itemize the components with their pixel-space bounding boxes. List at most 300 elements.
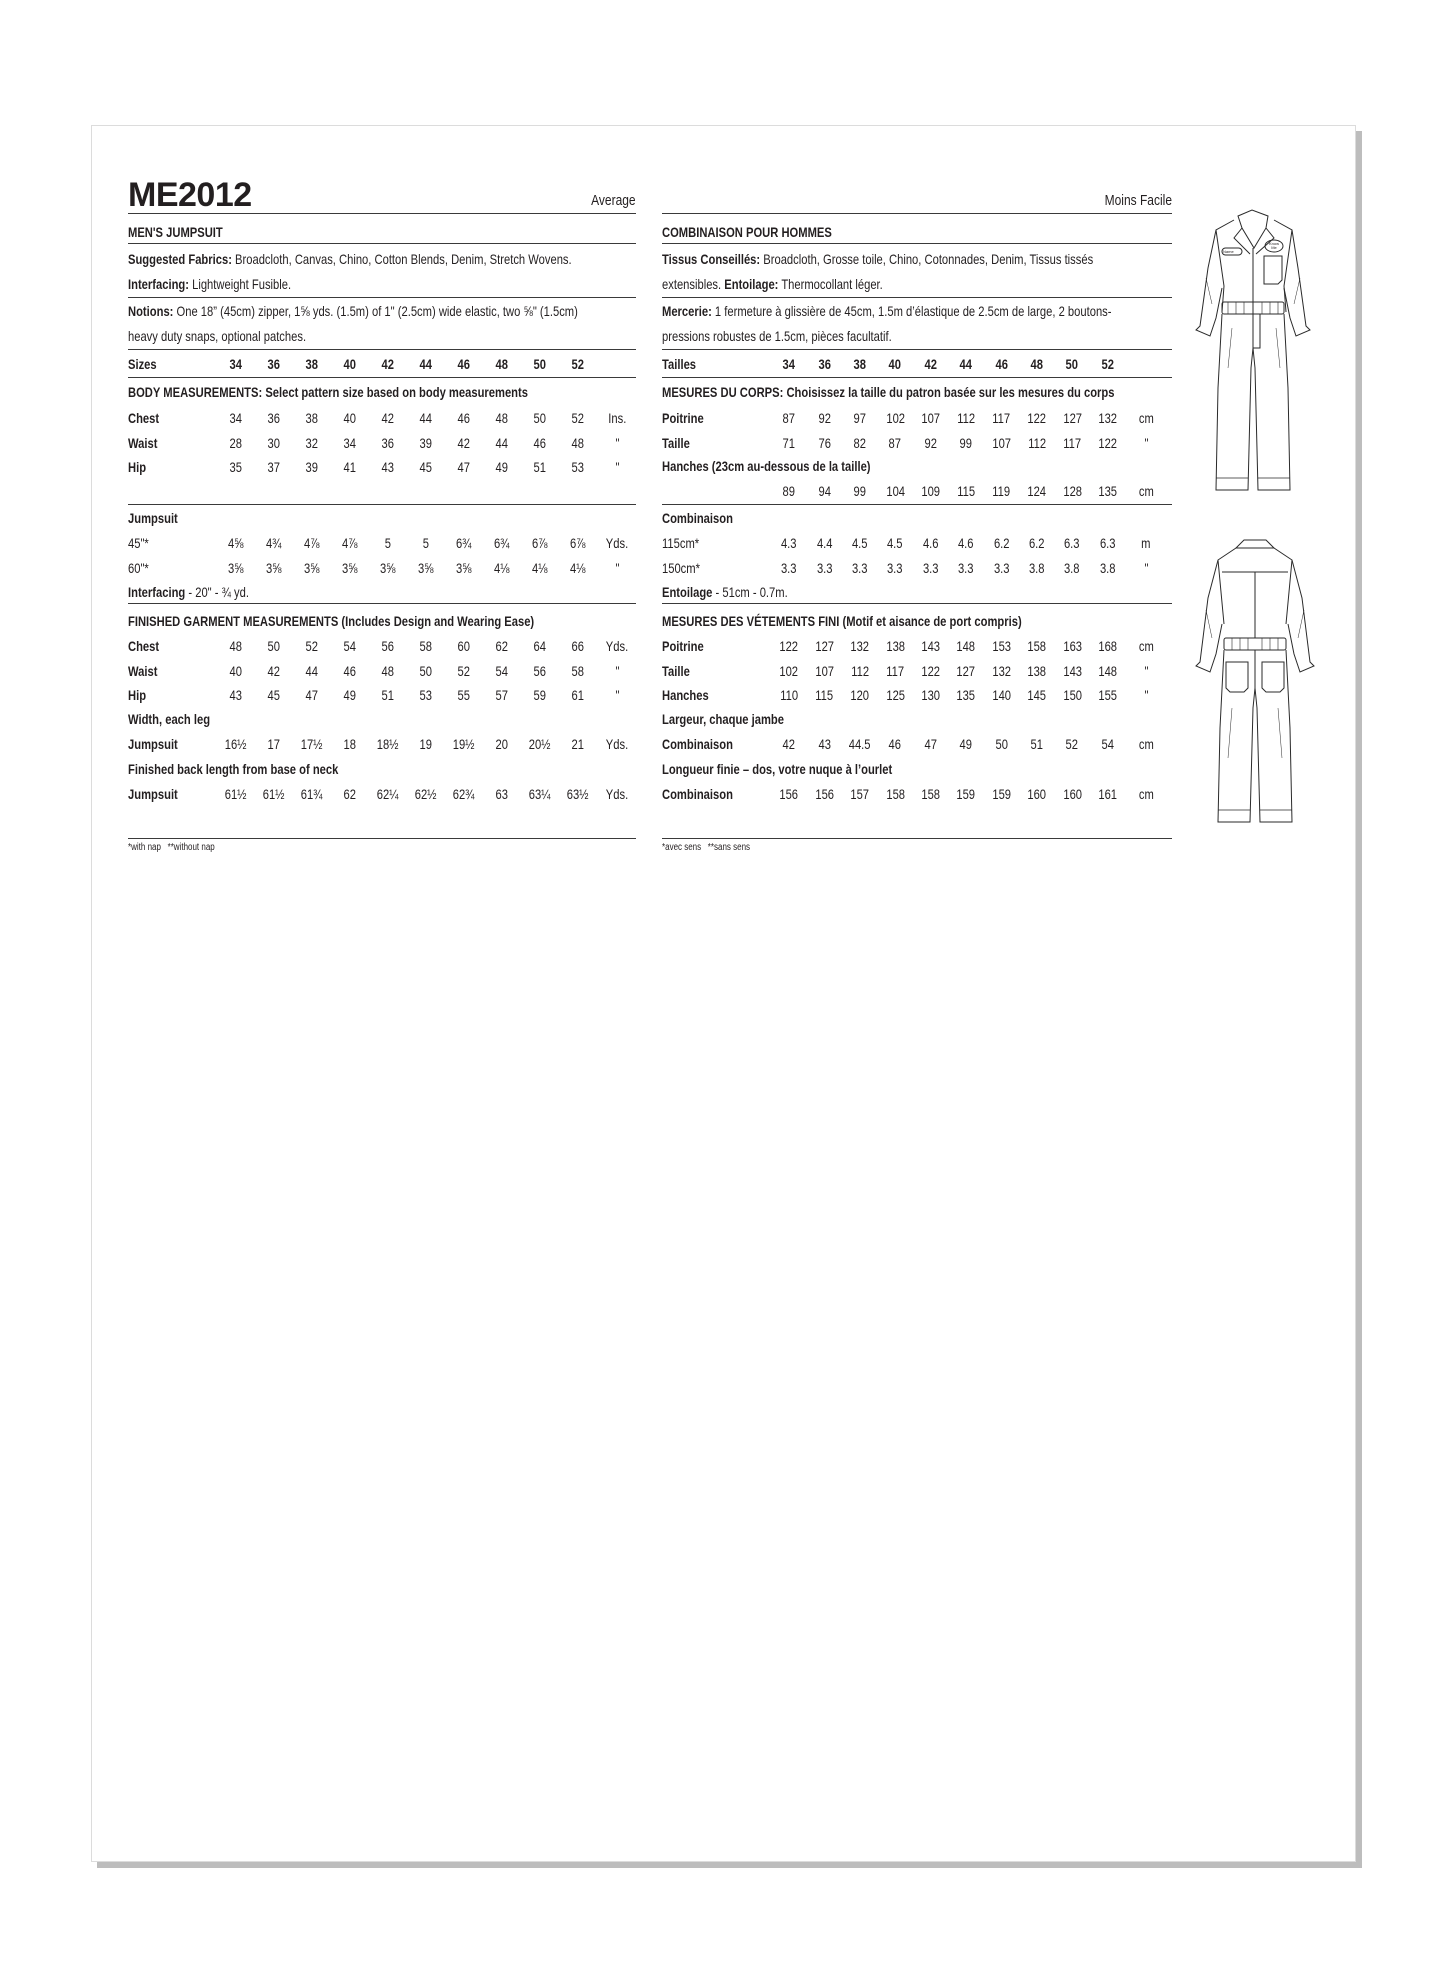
- table-cell: 6.3: [1099, 535, 1116, 551]
- table-cell: 60: [457, 638, 471, 654]
- table-cell: 92: [818, 410, 831, 426]
- table-cell: 4⅝: [228, 535, 244, 551]
- table-row: [128, 663, 648, 681]
- table-row: [128, 459, 648, 477]
- table-cell: 58: [571, 662, 585, 679]
- table-cell: 4.3: [781, 535, 797, 551]
- unit-label: ": [1143, 687, 1148, 704]
- table-cell: 158: [885, 786, 905, 802]
- back-length-heading-fr: Longueur finie – dos, votre nuque à l’ourlet: [662, 761, 893, 777]
- pattern-number: ME2012: [128, 176, 252, 214]
- table-cell: 71: [782, 434, 796, 451]
- table-cell: 117: [1063, 434, 1082, 451]
- table-cell: 138: [885, 638, 905, 654]
- row-label: Waist: [128, 434, 158, 451]
- table-cell: 145: [1027, 687, 1047, 704]
- size-value: 44: [959, 356, 973, 372]
- table-cell: 46: [888, 736, 902, 752]
- unit-label: cm: [1138, 410, 1154, 426]
- table-cell: 4.5: [852, 535, 868, 551]
- table-cell: 5: [422, 535, 430, 551]
- table-cell: 143: [1062, 662, 1082, 679]
- table-cell: 4⅛: [570, 559, 586, 576]
- table-cell: 3.8: [1099, 559, 1116, 576]
- table-cell: 66: [571, 638, 585, 654]
- divider: [662, 603, 1172, 604]
- table-cell: 76: [818, 434, 831, 451]
- yardage-heading: Jumpsuit: [128, 510, 178, 526]
- table-cell: 6⅞: [570, 535, 586, 551]
- hip-heading-fr: Hanches (23cm au-dessous de la taille): [662, 458, 871, 474]
- table-cell: 42: [457, 434, 471, 451]
- table-row: [128, 410, 648, 428]
- table-cell: 35: [229, 459, 243, 476]
- table-cell: 87: [888, 434, 902, 451]
- table-cell: 4.5: [887, 535, 903, 551]
- table-cell: 59: [533, 687, 547, 704]
- back-length-heading: Finished back length from base of neck: [128, 761, 339, 777]
- table-cell: 156: [815, 786, 834, 802]
- table-cell: 58: [419, 638, 433, 654]
- yardage-heading-fr: Combinaison: [662, 510, 733, 526]
- size-value: 46: [995, 356, 1008, 372]
- row-label: Combinaison: [662, 736, 733, 752]
- table-cell: 122: [1027, 410, 1047, 426]
- table-cell: 40: [229, 662, 243, 679]
- table-cell: 122: [1098, 434, 1117, 451]
- table-cell: 19: [419, 736, 433, 752]
- table-cell: 53: [571, 459, 585, 476]
- table-cell: 50: [533, 410, 547, 426]
- table-cell: 87: [782, 410, 796, 426]
- table-cell: 3⅝: [380, 559, 396, 576]
- table-cell: 159: [956, 786, 976, 802]
- unit-label: Yds.: [605, 786, 629, 802]
- table-cell: 6¾: [494, 535, 510, 551]
- table-cell: 3.3: [993, 559, 1010, 576]
- divider: [662, 243, 1172, 244]
- table-cell: 6.2: [993, 535, 1010, 551]
- table-cell: 4.4: [816, 535, 833, 551]
- unit-label: ": [1143, 662, 1148, 679]
- table-cell: 62: [495, 638, 509, 654]
- table-cell: 99: [959, 434, 973, 451]
- table-cell: 112: [957, 410, 975, 426]
- table-cell: 32: [305, 434, 319, 451]
- finished-measurements-heading-fr: MESURES DES VÉTEMENTS FINI (Motif et aisance de port compris): [662, 613, 1022, 629]
- interfacing-yardage-fr: Entoilage - 51cm - 0.7m.: [662, 584, 788, 600]
- table-cell: 107: [815, 662, 834, 679]
- table-cell: 28: [229, 434, 243, 451]
- divider: [662, 297, 1172, 298]
- table-cell: 3.8: [1064, 559, 1080, 576]
- table-cell: 3.3: [852, 559, 868, 576]
- notions-fr: Mercerie: 1 fermeture à glissière de 45cm, 1.5m d’élastique de 2.5cm de large, 2 boutons-: [662, 303, 1112, 319]
- table-cell: 53: [419, 687, 433, 704]
- table-row: [128, 687, 648, 705]
- garment-title: MEN'S JUMPSUIT: [128, 224, 223, 240]
- table-cell: 161: [1098, 786, 1117, 802]
- table-cell: 122: [779, 638, 799, 654]
- row-label: Hanches: [662, 687, 709, 704]
- table-cell: 49: [959, 736, 973, 752]
- table-cell: 3.3: [958, 559, 974, 576]
- table-cell: 3.8: [1029, 559, 1045, 576]
- table-cell: 50: [419, 662, 433, 679]
- divider: [662, 349, 1172, 350]
- table-cell: 39: [419, 434, 433, 451]
- size-value: 44: [419, 356, 433, 372]
- table-cell: 46: [457, 410, 471, 426]
- size-value: 34: [782, 356, 796, 372]
- interfacing-yardage: Interfacing - 20" - ¾ yd.: [128, 584, 249, 600]
- unit-label: ": [614, 662, 619, 679]
- table-cell: 157: [850, 786, 870, 802]
- table-cell: 42: [381, 410, 395, 426]
- table-cell: 18½: [377, 736, 399, 752]
- size-value: 42: [924, 356, 937, 372]
- size-value: 48: [495, 356, 509, 372]
- table-cell: 3⅝: [342, 559, 358, 576]
- table-cell: 3.3: [887, 559, 903, 576]
- size-value: 52: [571, 356, 585, 372]
- divider: [662, 377, 1172, 378]
- table-cell: 55: [457, 687, 471, 704]
- table-cell: 150: [1062, 687, 1082, 704]
- size-value: 38: [853, 356, 867, 372]
- table-cell: 140: [992, 687, 1011, 704]
- unit-label: cm: [1138, 786, 1154, 802]
- unit-label: Yds.: [605, 736, 629, 752]
- table-row: [128, 435, 648, 453]
- table-cell: 6.2: [1029, 535, 1045, 551]
- unit-label: Yds.: [605, 638, 629, 654]
- table-cell: 158: [1027, 638, 1047, 654]
- table-cell: 18: [343, 736, 357, 752]
- footnote-fr: *avec sens **sans sens: [662, 842, 751, 853]
- table-cell: 61: [571, 687, 585, 704]
- size-value: 36: [818, 356, 831, 372]
- table-cell: 62¼: [377, 786, 399, 802]
- size-value: 40: [343, 356, 357, 372]
- table-row: [662, 687, 1182, 705]
- row-label: 60"*: [128, 559, 149, 576]
- table-cell: 6¾: [456, 535, 472, 551]
- unit-label: cm: [1138, 483, 1154, 499]
- suggested-fabrics: Suggested Fabrics: Broadcloth, Canvas, Chino, Cotton Blends, Denim, Stretch Wovens.: [128, 251, 572, 267]
- table-cell: 36: [267, 410, 281, 426]
- table-cell: 38: [305, 410, 319, 426]
- table-cell: 117: [992, 410, 1011, 426]
- table-cell: 128: [1062, 483, 1082, 499]
- table-cell: 3⅝: [266, 559, 282, 576]
- table-cell: 138: [1027, 662, 1047, 679]
- table-cell: 143: [921, 638, 940, 654]
- table-cell: 112: [1027, 434, 1046, 451]
- row-label: Hip: [128, 459, 147, 476]
- table-cell: 107: [992, 434, 1011, 451]
- table-cell: 112: [850, 662, 869, 679]
- table-cell: 117: [886, 662, 905, 679]
- table-cell: 47: [305, 687, 319, 704]
- table-cell: 44.5: [848, 736, 871, 752]
- divider: [128, 243, 636, 244]
- row-label: Taille: [662, 434, 690, 451]
- unit-label: cm: [1138, 736, 1154, 752]
- table-cell: 47: [457, 459, 471, 476]
- table-cell: 51: [533, 459, 547, 476]
- table-cell: 92: [924, 434, 937, 451]
- row-label: Taille: [662, 662, 690, 679]
- table-cell: 160: [1062, 786, 1082, 802]
- unit-label: Ins.: [607, 410, 627, 426]
- divider: [128, 838, 636, 839]
- table-row: [662, 410, 1182, 428]
- size-value: 46: [457, 356, 471, 372]
- table-cell: 19½: [453, 736, 475, 752]
- table-cell: 43: [381, 459, 395, 476]
- leg-width-heading: Width, each leg: [128, 711, 211, 727]
- notions-continued: heavy duty snaps, optional patches.: [128, 328, 307, 344]
- table-row: [128, 736, 648, 754]
- table-cell: 127: [956, 662, 976, 679]
- interfacing-type-fr: extensibles. Entoilage: Thermocollant léger.: [662, 276, 883, 292]
- table-cell: 102: [779, 662, 799, 679]
- notions-fr-continued: pressions robustes de 1.5cm, pièces facultatif.: [662, 328, 892, 344]
- table-cell: 148: [956, 638, 976, 654]
- table-row: [128, 638, 648, 656]
- unit-label: m: [1141, 535, 1151, 551]
- table-cell: 52: [305, 638, 319, 654]
- table-cell: 50: [995, 736, 1008, 752]
- table-cell: 63½: [567, 786, 589, 802]
- table-cell: 41: [343, 459, 357, 476]
- unit-label: ": [1143, 559, 1148, 576]
- table-cell: 135: [956, 687, 976, 704]
- table-cell: 42: [782, 736, 796, 752]
- row-label: Hip: [128, 687, 147, 704]
- table-cell: 4¾: [266, 535, 282, 551]
- table-cell: 61¾: [301, 786, 323, 802]
- finished-measurements-heading: FINISHED GARMENT MEASUREMENTS (Includes Design and Wearing Ease): [128, 613, 535, 629]
- table-cell: 54: [343, 638, 357, 654]
- table-cell: 54: [1101, 736, 1114, 752]
- suggested-fabrics-fr: Tissus Conseillés: Broadcloth, Grosse toile, Chino, Cotonnades, Denim, Tissus tissés: [662, 251, 1094, 267]
- table-cell: 109: [921, 483, 940, 499]
- size-value: 36: [267, 356, 281, 372]
- divider: [128, 213, 636, 214]
- table-cell: 20½: [529, 736, 551, 752]
- table-cell: 153: [992, 638, 1011, 654]
- table-row: [662, 663, 1182, 681]
- table-cell: 52: [1065, 736, 1079, 752]
- table-cell: 89: [782, 483, 796, 499]
- row-label: Waist: [128, 662, 158, 679]
- table-cell: 132: [850, 638, 870, 654]
- jumpsuit-front-illustration: [1192, 208, 1312, 498]
- unit-label: ": [614, 687, 619, 704]
- interfacing-type: Interfacing: Lightweight Fusible.: [128, 276, 292, 292]
- row-label: 45"*: [128, 535, 149, 551]
- unit-label: ": [614, 434, 619, 451]
- table-cell: 135: [1098, 483, 1117, 499]
- table-cell: 124: [1027, 483, 1047, 499]
- table-cell: 61½: [263, 786, 285, 802]
- table-cell: 4⅛: [494, 559, 510, 576]
- size-value: 42: [381, 356, 395, 372]
- table-cell: 61½: [225, 786, 247, 802]
- table-cell: 54: [495, 662, 509, 679]
- table-cell: 115: [957, 483, 975, 499]
- table-cell: 156: [779, 786, 799, 802]
- unit-label: ": [614, 459, 619, 476]
- table-cell: 6⅞: [532, 535, 548, 551]
- table-cell: 62: [343, 786, 357, 802]
- table-row: [662, 535, 1182, 553]
- table-cell: 148: [1098, 662, 1117, 679]
- table-cell: 17½: [301, 736, 323, 752]
- table-cell: 63¼: [529, 786, 551, 802]
- table-cell: 158: [921, 786, 940, 802]
- table-cell: 130: [921, 687, 940, 704]
- table-cell: 110: [780, 687, 798, 704]
- sizes-row: [128, 356, 636, 374]
- table-cell: 3⅝: [456, 559, 472, 576]
- row-label: Jumpsuit: [128, 736, 178, 752]
- unit-label: ": [614, 559, 619, 576]
- table-cell: 17: [267, 736, 281, 752]
- table-cell: 45: [267, 687, 281, 704]
- table-cell: 16½: [225, 736, 247, 752]
- sizes-row-fr: [662, 356, 1172, 374]
- table-cell: 82: [853, 434, 867, 451]
- table-cell: 48: [229, 638, 243, 654]
- table-cell: 119: [992, 483, 1011, 499]
- table-cell: 122: [921, 662, 940, 679]
- table-cell: 30: [267, 434, 281, 451]
- row-label: Chest: [128, 410, 160, 426]
- table-cell: 94: [818, 483, 831, 499]
- table-cell: 4⅞: [342, 535, 358, 551]
- difficulty-level-fr: Moins Facile: [1104, 192, 1172, 209]
- table-cell: 3⅝: [304, 559, 320, 576]
- table-cell: 127: [815, 638, 834, 654]
- table-cell: 45: [419, 459, 433, 476]
- difficulty-level: Average: [591, 192, 636, 209]
- table-row: [662, 786, 1182, 804]
- table-cell: 20: [495, 736, 509, 752]
- table-cell: 127: [1062, 410, 1082, 426]
- unit-label: Yds.: [605, 535, 629, 551]
- unit-label: cm: [1138, 638, 1154, 654]
- table-cell: 42: [267, 662, 281, 679]
- table-cell: 125: [885, 687, 905, 704]
- divider: [128, 603, 636, 604]
- table-cell: 104: [885, 483, 905, 499]
- table-cell: 3⅝: [418, 559, 434, 576]
- garment-title-fr: COMBINAISON POUR HOMMES: [662, 224, 832, 240]
- table-cell: 47: [924, 736, 937, 752]
- table-cell: 48: [381, 662, 395, 679]
- size-value: 34: [229, 356, 243, 372]
- table-cell: 5: [384, 535, 392, 551]
- table-cell: 3⅝: [228, 559, 244, 576]
- table-cell: 168: [1098, 638, 1117, 654]
- table-cell: 34: [343, 434, 357, 451]
- table-cell: 34: [229, 410, 243, 426]
- table-cell: 159: [992, 786, 1011, 802]
- know-me-patch-label: Know Me: [1268, 241, 1279, 250]
- table-cell: 4⅛: [532, 559, 548, 576]
- table-cell: 62¾: [453, 786, 475, 802]
- table-cell: 64: [533, 638, 547, 654]
- row-label: 115cm*: [662, 535, 700, 551]
- table-cell: 57: [495, 687, 509, 704]
- table-cell: 3.3: [816, 559, 833, 576]
- row-label: Poitrine: [662, 410, 704, 426]
- table-cell: 48: [495, 410, 509, 426]
- name-patch-label: Name: [1223, 249, 1234, 254]
- row-label: Combinaison: [662, 786, 733, 802]
- row-label: Chest: [128, 638, 160, 654]
- table-cell: 50: [267, 638, 281, 654]
- table-cell: 63: [495, 786, 509, 802]
- divider: [128, 297, 636, 298]
- table-cell: 3.3: [781, 559, 797, 576]
- body-measurements-heading-fr: MESURES DU CORPS: Choisissez la taille du patron basée sur les mesures du corps: [662, 384, 1115, 400]
- body-measurements-heading: BODY MEASUREMENTS: Select pattern size based on body measurements: [128, 384, 528, 400]
- row-label: 150cm*: [662, 559, 700, 576]
- table-row: [128, 560, 648, 578]
- table-cell: 44: [305, 662, 319, 679]
- table-row: [128, 786, 648, 804]
- divider: [662, 213, 1172, 214]
- table-cell: 39: [305, 459, 319, 476]
- size-value: 38: [305, 356, 319, 372]
- table-cell: 44: [419, 410, 433, 426]
- table-cell: 56: [533, 662, 547, 679]
- divider: [662, 838, 1172, 839]
- table-cell: 3.3: [922, 559, 939, 576]
- table-cell: 4⅞: [304, 535, 320, 551]
- table-cell: 4.6: [922, 535, 939, 551]
- table-cell: 21: [571, 736, 585, 752]
- table-cell: 46: [343, 662, 357, 679]
- sizes-label: Sizes: [128, 356, 157, 372]
- table-cell: 49: [343, 687, 357, 704]
- table-cell: 43: [818, 736, 831, 752]
- table-cell: 48: [571, 434, 585, 451]
- table-row: [662, 435, 1182, 453]
- table-cell: 51: [381, 687, 395, 704]
- table-cell: 132: [992, 662, 1011, 679]
- table-cell: 36: [381, 434, 395, 451]
- divider: [128, 377, 636, 378]
- unit-label: ": [1143, 434, 1148, 451]
- table-cell: 52: [571, 410, 585, 426]
- table-cell: 102: [885, 410, 905, 426]
- table-row: [128, 535, 648, 553]
- table-cell: 155: [1098, 687, 1117, 704]
- table-cell: 97: [853, 410, 867, 426]
- table-cell: 6.3: [1064, 535, 1080, 551]
- table-cell: 99: [853, 483, 867, 499]
- divider: [128, 349, 636, 350]
- table-cell: 52: [457, 662, 471, 679]
- table-row: [662, 560, 1182, 578]
- leg-width-heading-fr: Largeur, chaque jambe: [662, 711, 784, 727]
- size-value: 40: [888, 356, 902, 372]
